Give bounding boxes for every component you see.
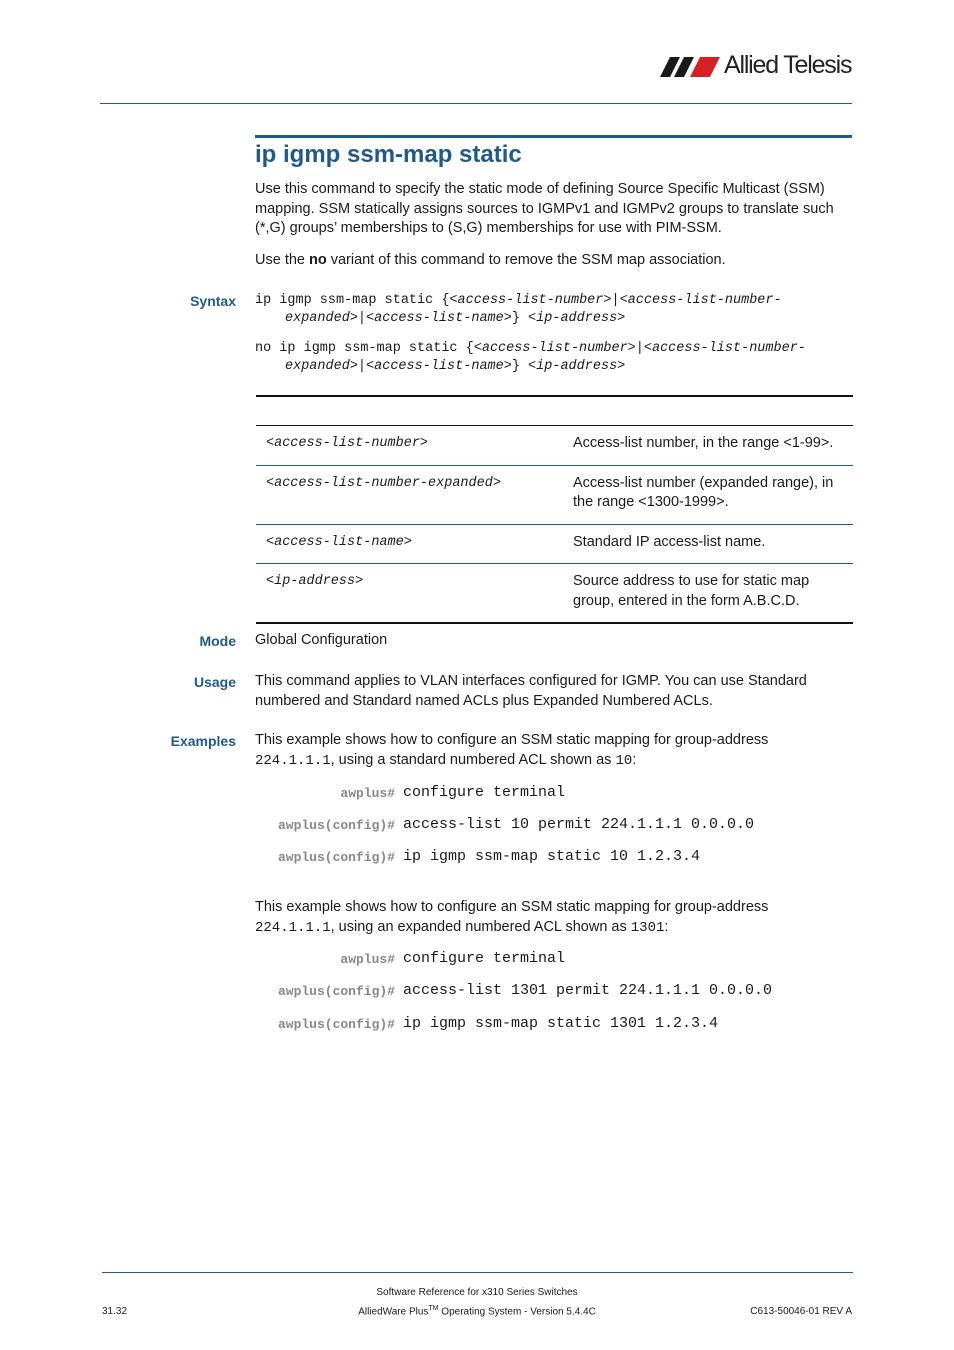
example-2-command-1 bbox=[255, 950, 855, 970]
syntax-label: Syntax bbox=[190, 293, 236, 309]
usage-text: This command applies to VLAN interfaces configured for IGMP. You can use Standard numbered and Standard named ACLs plus Expanded Numbered ACLs. bbox=[255, 673, 807, 709]
page-number: 31.32 bbox=[102, 1306, 128, 1317]
parameter-name: <access-list-name> bbox=[256, 524, 563, 564]
example-1-command-3 bbox=[255, 848, 855, 868]
parameter-description: Access-list number, in the range <1-99>. bbox=[563, 426, 853, 466]
header-rule bbox=[100, 103, 852, 104]
parameter-name: <access-list-number-expanded> bbox=[256, 465, 563, 524]
cli-prompt: awplus(config)# bbox=[277, 850, 395, 865]
parameter-description: Standard IP access-list name. bbox=[563, 524, 853, 564]
cli-prompt: awplus(config)# bbox=[277, 984, 395, 999]
example-2-command-2 bbox=[255, 982, 855, 1002]
footer-rule bbox=[102, 1272, 853, 1273]
no-syntax-line-2: expanded>|<access-list-name>} <ip-address> bbox=[285, 359, 626, 374]
no-syntax-line-1: no ip igmp ssm-map static {<access-list-number>|<access-list-number- bbox=[255, 341, 806, 356]
syntax-line-1: ip igmp ssm-map static {<access-list-number>|<access-list-number- bbox=[255, 293, 782, 308]
cli-command: configure terminal bbox=[403, 950, 566, 967]
parameter-name: <access-list-number> bbox=[256, 426, 563, 466]
mode-label: Mode bbox=[199, 633, 236, 649]
page-title: ip igmp ssm-map static bbox=[255, 141, 522, 168]
example-1-command-1 bbox=[255, 784, 855, 804]
table-header-row bbox=[256, 396, 853, 426]
parameter-description: Access-list number (expanded range), in the range <1300-1999>. bbox=[563, 465, 853, 524]
table-row bbox=[256, 426, 853, 466]
example-2-description: This example shows how to configure an SSM static mapping for group-address 224.1.1.1, using an expanded numbered ACL shown as 1301: bbox=[255, 899, 769, 936]
title-bar bbox=[255, 135, 852, 138]
cli-command: ip igmp ssm-map static 10 1.2.3.4 bbox=[403, 848, 701, 865]
intro-paragraph: Use this command to specify the static mode of defining Source Specific Multicast (SSM) mapping. SSM statically assigns sources to IGMPv1 and IGMPv2 groups to translate such (*,G) groups’ memberships to (S,G) memberships for use with PIM-SSM. bbox=[255, 181, 834, 236]
cli-command: ip igmp ssm-map static 1301 1.2.3.4 bbox=[403, 1015, 719, 1032]
table-row bbox=[256, 564, 853, 624]
examples-label: Examples bbox=[170, 733, 236, 749]
table-row bbox=[256, 524, 853, 564]
logo-text: Allied Telesis bbox=[724, 51, 852, 79]
cli-command: access-list 1301 permit 224.1.1.1 0.0.0.0 bbox=[403, 982, 773, 999]
parameter-description: Source address to use for static map group, entered in the form A.B.C.D. bbox=[573, 573, 810, 609]
cli-prompt: awplus# bbox=[340, 786, 395, 801]
mode-value: Global Configuration bbox=[255, 632, 388, 648]
syntax-line-2: expanded>|<access-list-name>} <ip-address> bbox=[285, 311, 626, 326]
parameter-table bbox=[256, 395, 853, 624]
cli-command: access-list 10 permit 224.1.1.1 0.0.0.0 bbox=[403, 816, 755, 833]
document-id: C613-50046-01 REV A bbox=[750, 1306, 852, 1317]
allied-telesis-logo bbox=[660, 50, 855, 80]
no-variant-paragraph: Use the no variant of this command to remove the SSM map association. bbox=[255, 252, 726, 268]
example-2-command-3 bbox=[255, 1015, 855, 1035]
cli-prompt: awplus# bbox=[340, 952, 395, 967]
table-row bbox=[256, 465, 853, 524]
logo-mark-icon bbox=[660, 55, 722, 79]
cli-prompt: awplus(config)# bbox=[277, 818, 395, 833]
cli-prompt: awplus(config)# bbox=[277, 1017, 395, 1032]
example-1-description: This example shows how to configure an SSM static mapping for group-address 224.1.1.1, using a standard numbered ACL shown as 10: bbox=[255, 732, 769, 769]
example-1-command-2 bbox=[255, 816, 855, 836]
footer-product: AlliedWare Plus™ Operating System - Version 5.4.4C bbox=[358, 1305, 596, 1318]
parameter-name: <ip-address> bbox=[266, 574, 364, 589]
no-keyword: no bbox=[309, 252, 327, 268]
footer-title: Software Reference for x310 Series Switches bbox=[376, 1287, 578, 1298]
usage-label: Usage bbox=[193, 674, 236, 690]
cli-command: configure terminal bbox=[403, 784, 566, 801]
